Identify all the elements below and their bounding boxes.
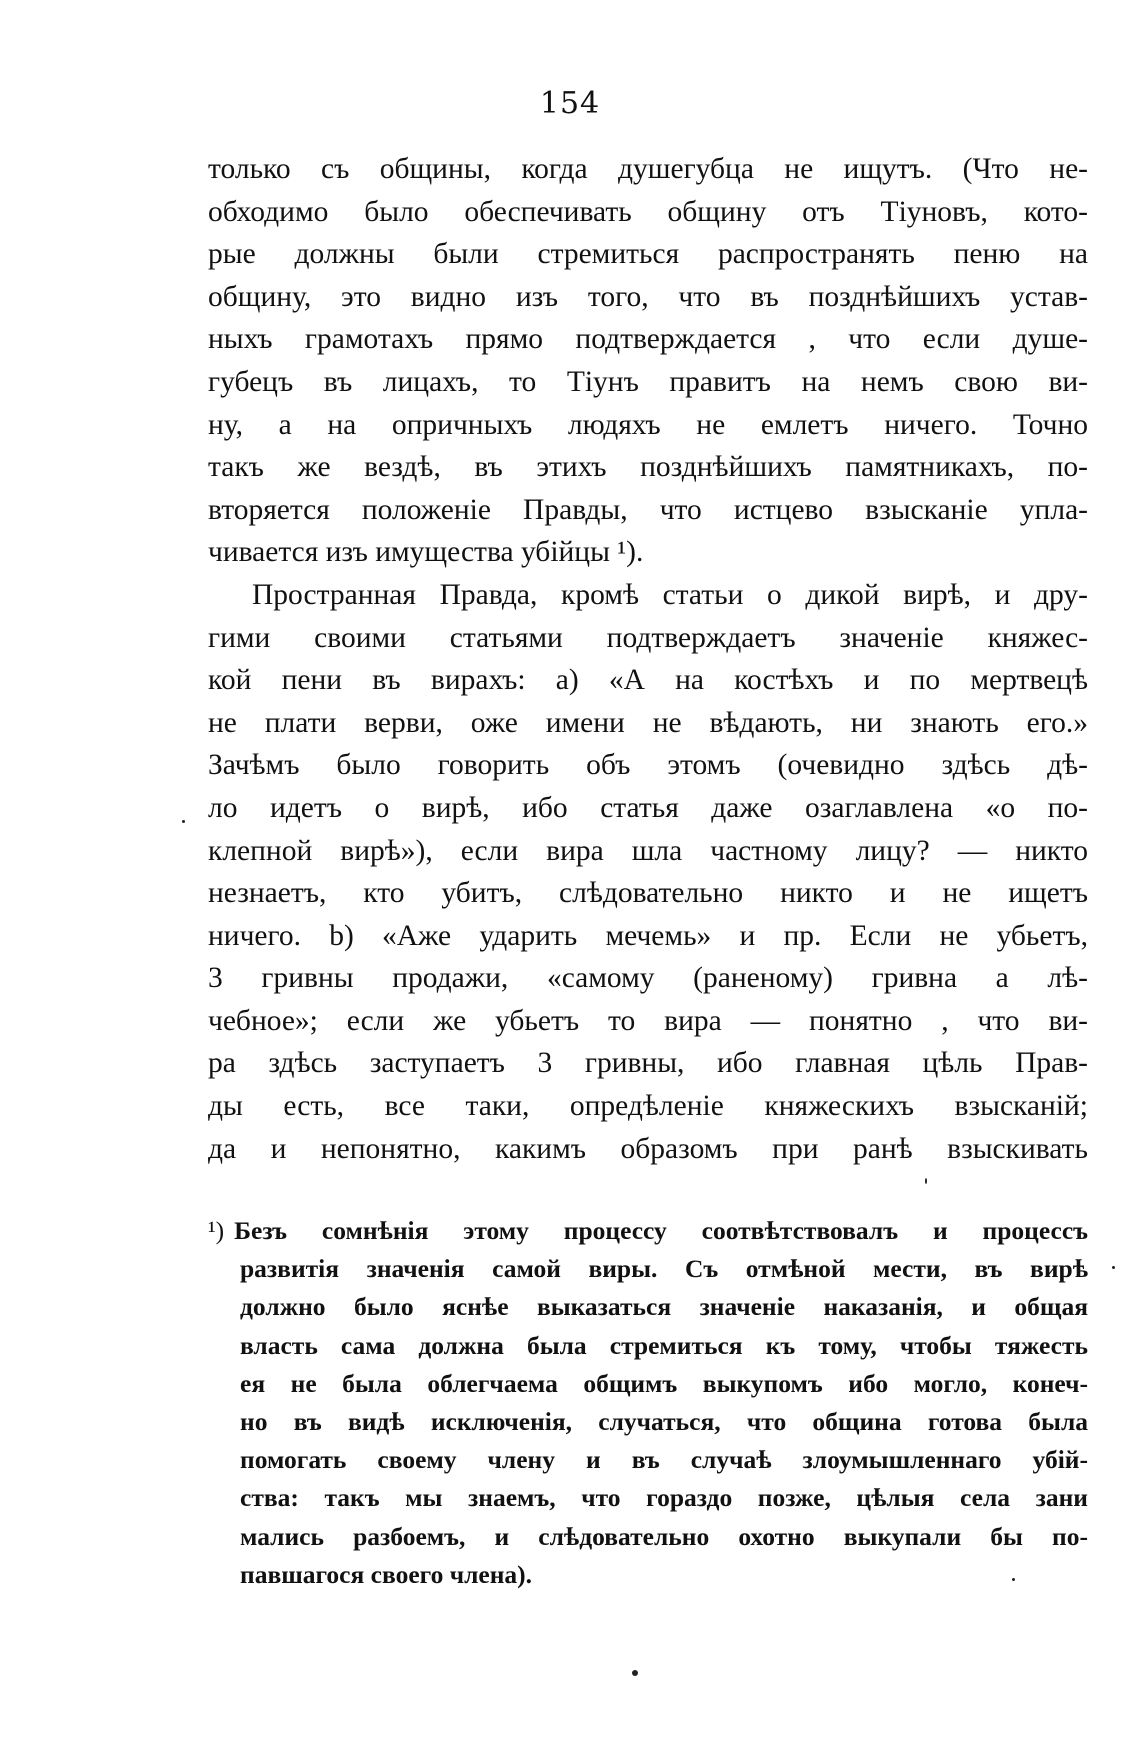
footnote-line: должно было яснѣе выказаться значеніе наказанія, и общая — [240, 1292, 1088, 1322]
page-number: 154 — [539, 86, 601, 121]
text-line: ну, а на опричныхъ людяхъ не емлетъ ничего. Точно — [208, 408, 1088, 441]
text-line: чивается изъ имущества убійцы ¹). — [208, 536, 644, 569]
footnote-marker: ¹) — [208, 1216, 225, 1245]
footnote-line: павшагося своего члена). — [240, 1559, 533, 1589]
text-line: Зачѣмъ было говорить объ этомъ (очевидно здѣсь дѣ- — [208, 749, 1088, 782]
text-line: губецъ въ лицахъ, то Тіунъ правитъ на немъ свою ви- — [208, 365, 1088, 398]
text-line: 3 гривны продажи, «самому (раненому) гривна а лѣ- — [208, 962, 1088, 995]
footnote — [208, 1212, 1088, 1594]
footnote-line: развитія значенія самой виры. Съ отмѣной мести, въ вирѣ — [240, 1254, 1088, 1284]
footnote-line — [208, 1212, 1088, 1250]
footnote-line: но въ видѣ исключенія, случаться, что община готова была — [240, 1406, 1088, 1436]
text-line-paragraph-start: Пространная Правда, кромѣ статьи о дикой вирѣ, и дру- — [252, 578, 1088, 611]
text-line: кой пени въ вирахъ: a) «А на костѣхъ и по мертвецѣ — [208, 664, 1088, 697]
text-line: такъ же вездѣ, въ этихъ позднѣйшихъ памятникахъ, по- — [208, 451, 1088, 484]
footnote-line: власть сама должна была стремиться къ тому, чтобы тяжесть — [240, 1330, 1088, 1360]
text-line: чебное»; если же убьетъ то вира — понятно , что ви- — [208, 1004, 1088, 1037]
text-line: клепной вирѣ»), если вира шла частному лицу? — никто — [208, 834, 1088, 867]
footnote-line: ства: такъ мы знаемъ, что гораздо позже, цѣлыя села зани — [240, 1483, 1088, 1513]
scan-speck — [1012, 1578, 1015, 1581]
text-line: ныхъ грамотахъ прямо подтверждается , что если душе- — [208, 323, 1088, 356]
scan-speck — [182, 820, 185, 823]
text-line: гими своими статьями подтверждаетъ значеніе княжес- — [208, 621, 1088, 654]
text-line: только съ общины, когда душегубца не ищутъ. (Что не- — [208, 153, 1088, 185]
text-line: не плати верви, оже имени не вѣдають, ни знають его.» — [208, 706, 1088, 739]
scan-speck — [632, 1670, 638, 1676]
text-line: да и непонятно, какимъ образомъ при ранѣ взыскивать — [208, 1132, 1088, 1165]
text-line: ды есть, все таки, опредѣленіе княжескихъ взысканій; — [208, 1090, 1088, 1123]
text-line: ра здѣсь заступаетъ 3 гривны, ибо главная цѣль Прав- — [208, 1047, 1088, 1080]
scan-speck — [1112, 1266, 1115, 1269]
footnote-line: ея не была облегчаема общимъ выкупомъ ибо могло, конеч- — [240, 1368, 1088, 1398]
main-text — [208, 148, 1088, 1170]
text-line: вторяется положеніе Правды, что истцево взысканіе упла- — [208, 493, 1088, 526]
text-line: ло идетъ о вирѣ, ибо статья даже озаглавлена «о по- — [208, 791, 1088, 824]
text-line: обходимо было обеспечивать общину отъ Тіуновъ, кото- — [208, 195, 1088, 228]
footnote-line: мались разбоемъ, и слѣдовательно охотно выкупали бы по- — [240, 1521, 1088, 1551]
text-line: ничего. b) «Аже ударить мечемь» и пр. Если не убьетъ, — [208, 919, 1088, 952]
footnote-text: Безъ сомнѣнія этому процессу соотвѣтствовалъ и процессъ — [234, 1216, 1088, 1245]
text-line: общину, это видно изъ того, что въ позднѣйшихъ устав- — [208, 280, 1088, 313]
scan-speck — [925, 1178, 927, 1184]
text-line: рые должны были стремиться распространять пеню на — [208, 238, 1088, 271]
footnote-line: помогать своему члену и въ случаѣ злоумышленнаго убій- — [240, 1445, 1088, 1475]
text-line: незнаетъ, кто убитъ, слѣдовательно никто и не ищетъ — [208, 877, 1088, 910]
